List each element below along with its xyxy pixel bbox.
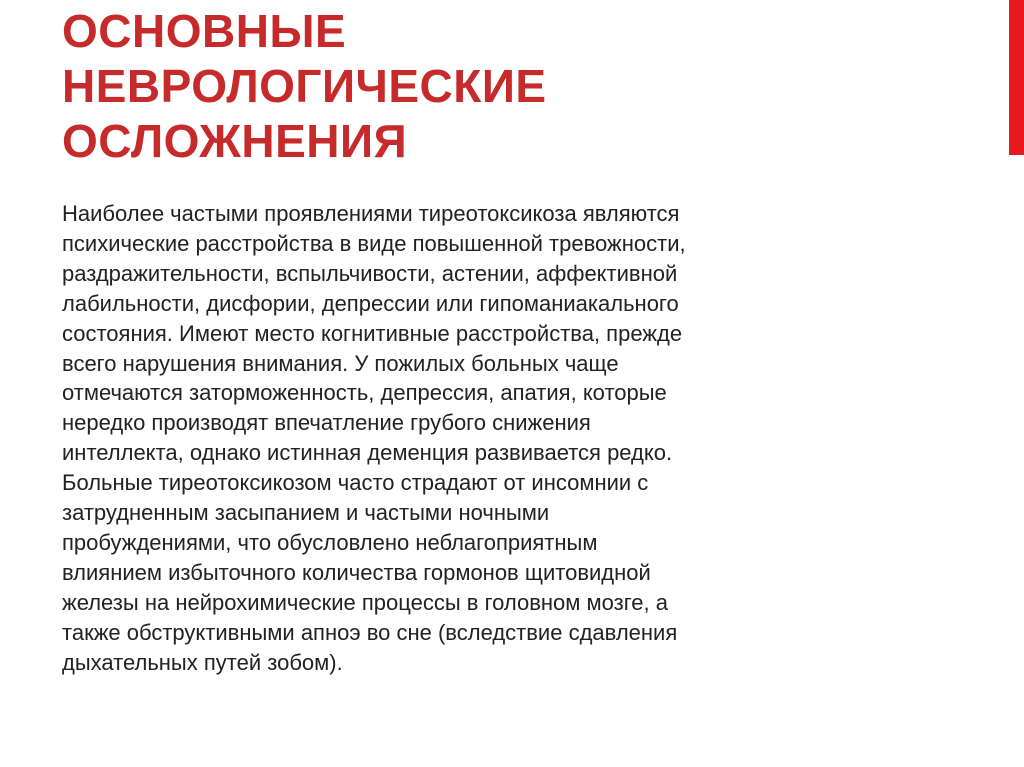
slide-title: [62, 4, 962, 169]
body-line: Больные тиреотоксикозом часто страдают от инсомнии с: [62, 470, 649, 496]
body-paragraph: [62, 199, 962, 678]
body-line: лабильности, дисфории, депрессии или гипоманиакального: [62, 290, 679, 316]
title-line: ОСЛОЖНЕНИЯ: [62, 115, 408, 167]
body-line: раздражительности, вспыльчивости, астении, аффективной: [62, 260, 678, 286]
body-line: интеллекта, однако истинная деменция развивается редко.: [62, 440, 673, 466]
body-line: нередко производят впечатление грубого снижения: [62, 410, 591, 436]
body-line: дыхательных путей зобом).: [62, 649, 343, 675]
red-accent-bar: [1009, 0, 1024, 155]
body-line: затрудненным засыпанием и частыми ночными: [62, 500, 550, 526]
body-line: Наиболее частыми проявлениями тиреотоксикоза являются: [62, 201, 680, 226]
body-line: пробуждениями, что обусловлено неблагоприятным: [62, 529, 598, 555]
body-line: влиянием избыточного количества гормонов щитовидной: [62, 559, 651, 585]
body-line: также обструктивными апноэ во сне (вследствие сдавления: [62, 619, 678, 645]
title-line: ОСНОВНЫЕ: [62, 5, 347, 57]
body-line: железы на нейрохимические процессы в головном мозге, а: [62, 589, 668, 615]
title-line: НЕВРОЛОГИЧЕСКИЕ: [62, 60, 547, 112]
body-line: психические расстройства в виде повышенной тревожности,: [62, 230, 686, 256]
body-line: всего нарушения внимания. У пожилых больных чаще: [62, 350, 619, 376]
body-line: отмечаются заторможенность, депрессия, апатия, которые: [62, 380, 667, 406]
body-line: состояния. Имеют место когнитивные расстройства, прежде: [62, 320, 683, 346]
